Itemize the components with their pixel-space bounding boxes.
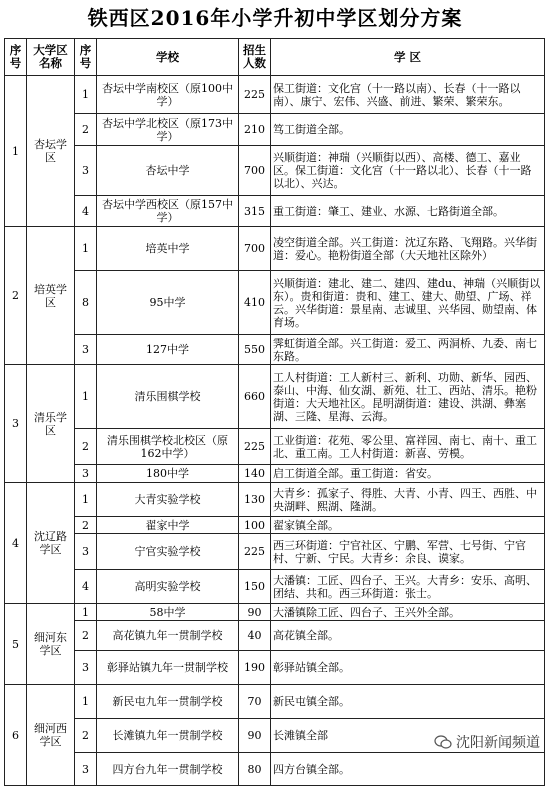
row-seq: 1 xyxy=(75,604,97,621)
table-row xyxy=(5,651,545,685)
area-description: 长滩镇全部 xyxy=(271,719,545,753)
enroll-count: 150 xyxy=(239,570,271,604)
row-seq: 3 xyxy=(75,146,97,196)
school-name: 清乐围棋学校北校区（原162中学） xyxy=(97,429,239,465)
enroll-count: 550 xyxy=(239,335,271,365)
school-name: 长滩镇九年一贯制学校 xyxy=(97,719,239,753)
school-name: 58中学 xyxy=(97,604,239,621)
school-name: 宁官实验学校 xyxy=(97,534,239,570)
enroll-count: 225 xyxy=(239,429,271,465)
area-description: 启工街道全部。重工街道：省安。 xyxy=(271,465,545,483)
header-district: 大学区名称 xyxy=(27,39,75,76)
enroll-count: 140 xyxy=(239,465,271,483)
enroll-count: 70 xyxy=(239,685,271,719)
school-name: 杏坛中学西校区（原157中学） xyxy=(97,196,239,227)
area-description: 四方台镇全部。 xyxy=(271,753,545,786)
row-seq: 2 xyxy=(75,517,97,534)
table-row xyxy=(5,196,545,227)
district-table xyxy=(4,38,545,786)
header-row xyxy=(5,39,545,76)
row-seq: 8 xyxy=(75,271,97,335)
group-seq: 3 xyxy=(5,365,27,483)
district-name: 培英学区 xyxy=(27,227,75,365)
school-name: 彰驿站镇九年一贯制学校 xyxy=(97,651,239,685)
enroll-count: 90 xyxy=(239,719,271,753)
row-seq: 1 xyxy=(75,76,97,114)
area-description: 兴顺街道：神瑞（兴顺街以西）、高楼、德工、嘉业区。保工街道：文化宫（十一路以北）、长春（十一路以北）、兴达。 xyxy=(271,146,545,196)
table-row xyxy=(5,76,545,114)
table-row xyxy=(5,365,545,429)
school-name: 杏坛中学 xyxy=(97,146,239,196)
table-row xyxy=(5,271,545,335)
enroll-count: 410 xyxy=(239,271,271,335)
school-name: 杏坛中学南校区（原100中学） xyxy=(97,76,239,114)
table-row xyxy=(5,146,545,196)
area-description: 兴顺街道：建北、建二、建四、建du、神瑞（兴顺街以东）。贵和街道：贵和、建工、建大、勋望、广场、祥云。兴华街道：景星南、志诚里、兴华园、勋望南、体育场。 xyxy=(271,271,545,335)
area-description: 保工街道：文化宫（十一路以南）、长春（十一路以南）、康宁、宏伟、兴盛、前进、繁荣、繁荣东。 xyxy=(271,76,545,114)
enroll-count: 100 xyxy=(239,517,271,534)
header-school: 学校 xyxy=(97,39,239,76)
area-description: 大青乡：孤家子、得胜、大青、小青、四王、西胜、中央湖畔、熙湖、隆湖。 xyxy=(271,483,545,517)
group-seq: 6 xyxy=(5,685,27,786)
area-description: 霁虹街道全部。兴工街道：爱工、两洞桥、九委、南七东路。 xyxy=(271,335,545,365)
wechat-icon xyxy=(434,735,452,749)
row-seq: 3 xyxy=(75,465,97,483)
row-seq: 4 xyxy=(75,196,97,227)
row-seq: 1 xyxy=(75,685,97,719)
area-description: 新民屯镇全部。 xyxy=(271,685,545,719)
district-name: 细河西学区 xyxy=(27,685,75,786)
row-seq: 3 xyxy=(75,534,97,570)
table-row xyxy=(5,753,545,786)
area-description: 工人村街道：工人新村三、新利、功勋、新华、园西、泰山、中海、仙女湖、新苑、壮工、西站、清乐。艳粉街道：大天地社区。昆明湖街道：建设、洪湖、彝塞湖、三隆、星海、云海。 xyxy=(271,365,545,429)
header-enroll: 招生人数 xyxy=(239,39,271,76)
enroll-count: 315 xyxy=(239,196,271,227)
school-name: 高花镇九年一贯制学校 xyxy=(97,621,239,651)
row-seq: 1 xyxy=(75,227,97,271)
table-row xyxy=(5,465,545,483)
row-seq: 3 xyxy=(75,335,97,365)
area-description: 凌空街道全部。兴工街道：沈辽东路、飞翔路。兴华街道：爱心。艳粉街道全部（大天地社区除外） xyxy=(271,227,545,271)
header-subseq: 序号 xyxy=(75,39,97,76)
school-name: 杏坛中学北校区（原173中学） xyxy=(97,114,239,146)
header-area: 学 区 xyxy=(271,39,545,76)
enroll-count: 700 xyxy=(239,227,271,271)
area-description: 彰驿站镇全部。 xyxy=(271,651,545,685)
row-seq: 1 xyxy=(75,365,97,429)
watermark xyxy=(434,732,540,752)
group-seq: 1 xyxy=(5,76,27,227)
district-name: 清乐学区 xyxy=(27,365,75,483)
school-name: 高明实验学校 xyxy=(97,570,239,604)
school-name: 培英中学 xyxy=(97,227,239,271)
table-row xyxy=(5,335,545,365)
area-description: 西三环街道：宁官社区、宁鹏、军营、七号街、宁官村、宁新、宁民。大青乡：余良、谟家。 xyxy=(271,534,545,570)
school-name: 127中学 xyxy=(97,335,239,365)
table-row xyxy=(5,534,545,570)
enroll-count: 40 xyxy=(239,621,271,651)
area-description: 高花镇全部。 xyxy=(271,621,545,651)
area-description: 翟家镇全部。 xyxy=(271,517,545,534)
table-row xyxy=(5,685,545,719)
enroll-count: 225 xyxy=(239,76,271,114)
table-row xyxy=(5,227,545,271)
watermark-text: 沈阳新闻频道 xyxy=(456,735,540,751)
enroll-count: 700 xyxy=(239,146,271,196)
table-row xyxy=(5,604,545,621)
district-name: 细河东学区 xyxy=(27,604,75,685)
row-seq: 1 xyxy=(75,483,97,517)
school-name: 大青实验学校 xyxy=(97,483,239,517)
row-seq: 2 xyxy=(75,429,97,465)
school-name: 四方台九年一贯制学校 xyxy=(97,753,239,786)
row-seq: 2 xyxy=(75,114,97,146)
table-row xyxy=(5,570,545,604)
group-seq: 4 xyxy=(5,483,27,604)
enroll-count: 660 xyxy=(239,365,271,429)
school-name: 95中学 xyxy=(97,271,239,335)
group-seq: 2 xyxy=(5,227,27,365)
page-title: 铁西区2016年小学升初中学区划分方案 xyxy=(87,6,463,30)
row-seq: 4 xyxy=(75,570,97,604)
enroll-count: 130 xyxy=(239,483,271,517)
district-name: 沈辽路学区 xyxy=(27,483,75,604)
row-seq: 2 xyxy=(75,719,97,753)
enroll-count: 80 xyxy=(239,753,271,786)
area-description: 大潘镇：工匠、四台子、王兴。大青乡：安乐、高明、团结、共和。西三环街道：张士。 xyxy=(271,570,545,604)
enroll-count: 210 xyxy=(239,114,271,146)
table-row xyxy=(5,517,545,534)
row-seq: 3 xyxy=(75,651,97,685)
area-description: 笃工街道全部。 xyxy=(271,114,545,146)
district-name: 杏坛学区 xyxy=(27,76,75,227)
enroll-count: 90 xyxy=(239,604,271,621)
area-description: 工业街道：花苑、零公里、富祥园、南七、南十、重工北、重工南。工人村街道：新喜、劳模。 xyxy=(271,429,545,465)
school-name: 180中学 xyxy=(97,465,239,483)
area-description: 重工街道：肇工、建业、水源、七路街道全部。 xyxy=(271,196,545,227)
school-name: 清乐围棋学校 xyxy=(97,365,239,429)
table-row xyxy=(5,621,545,651)
enroll-count: 190 xyxy=(239,651,271,685)
table-row xyxy=(5,429,545,465)
row-seq: 2 xyxy=(75,621,97,651)
school-name: 翟家中学 xyxy=(97,517,239,534)
area-description: 大潘镇除工匠、四台子、王兴外全部。 xyxy=(271,604,545,621)
school-name: 新民屯九年一贯制学校 xyxy=(97,685,239,719)
group-seq: 5 xyxy=(5,604,27,685)
header-seq: 序号 xyxy=(5,39,27,76)
table-row xyxy=(5,483,545,517)
row-seq: 3 xyxy=(75,753,97,786)
enroll-count: 225 xyxy=(239,534,271,570)
table-row xyxy=(5,114,545,146)
